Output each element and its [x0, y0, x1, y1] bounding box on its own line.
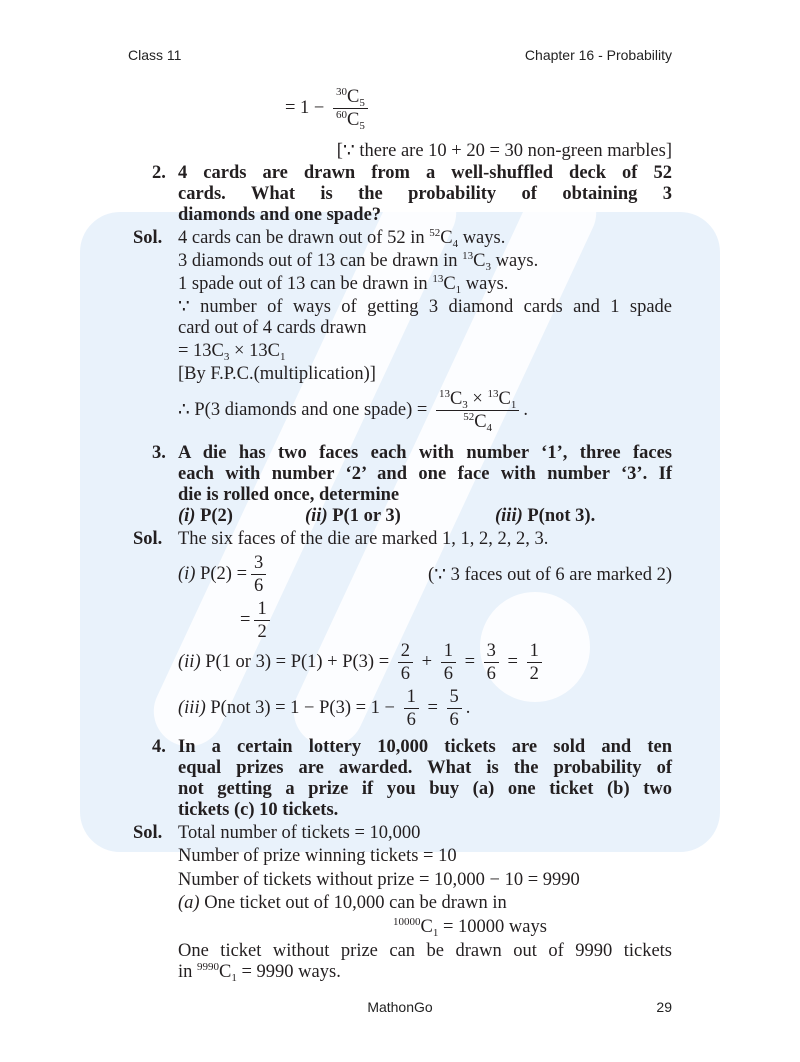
text: 5 — [359, 120, 365, 132]
text: 2 — [257, 622, 267, 642]
text: (ii) — [178, 651, 201, 672]
text: 13 — [438, 388, 450, 400]
text: 3 — [485, 261, 491, 273]
text: 52 — [429, 227, 441, 239]
text — [178, 250, 538, 272]
text: C — [347, 110, 360, 130]
text: 6 — [486, 664, 496, 684]
text: ways. — [490, 251, 539, 271]
text: 6 — [449, 710, 459, 730]
text: diamonds and one spade? — [178, 205, 382, 225]
fraction — [333, 86, 368, 131]
text: 3 diamonds out of 13 can be drawn in — [178, 251, 463, 271]
text: (iii) — [178, 697, 206, 718]
text — [333, 109, 368, 131]
text: each with number ‘2’ and one face with number ‘3’. If — [178, 464, 672, 484]
text: 10000 — [393, 916, 421, 928]
text: A die has two faces each with number ‘1’, three faces — [178, 443, 672, 463]
text: (i) — [178, 506, 196, 526]
text — [178, 227, 505, 249]
text: 52 — [463, 411, 475, 423]
text: equal prizes are awarded. What is the probability of — [178, 758, 672, 778]
text: 1 — [441, 640, 456, 663]
text: [By F.P.C.(multiplication)] — [178, 364, 376, 384]
text: + — [421, 651, 433, 672]
text: 2. — [152, 163, 166, 183]
text: P(1 or 3) = P(1) + P(3) = — [200, 651, 390, 672]
text: (i) — [178, 563, 196, 584]
fraction — [404, 686, 419, 731]
text: not getting a prize if you buy (a) one ticket (b) two — [178, 779, 672, 799]
text: die is rolled once, determine — [178, 485, 400, 505]
fraction — [254, 598, 269, 643]
text — [178, 505, 233, 527]
text: 4 — [486, 422, 493, 434]
text: C — [473, 251, 486, 271]
text: 2 — [398, 640, 413, 663]
text: = 9990 ways. — [236, 962, 341, 982]
text: P(1 or 3) — [327, 506, 401, 526]
text: C — [443, 274, 456, 294]
text: = — [240, 609, 251, 630]
text: 6 — [443, 664, 453, 684]
text: . — [523, 399, 528, 420]
text: cards. What is the probability of obtaining 3 — [178, 184, 672, 204]
text: × 13C — [229, 341, 280, 361]
text: C — [420, 917, 433, 937]
text: 6 — [406, 710, 416, 730]
fraction — [251, 552, 266, 597]
text: 13 — [432, 273, 444, 285]
text: 5 — [359, 97, 365, 109]
text — [178, 686, 470, 731]
text: One ticket out of 10,000 can be drawn in — [199, 893, 507, 913]
text: tickets (c) 10 tickets. — [178, 800, 339, 820]
text: (iii) — [495, 506, 523, 526]
text — [178, 273, 508, 295]
text: 1 — [527, 640, 542, 663]
text — [178, 961, 341, 983]
text: in — [178, 962, 198, 982]
text: ∵ number of ways of getting 3 diamond cards and 1 spade — [178, 297, 672, 317]
text: 1 — [404, 686, 419, 709]
text: 4 cards are drawn from a well-shuffled deck of 52 — [178, 163, 672, 183]
text: 9990 — [197, 961, 220, 973]
text — [495, 505, 595, 527]
fraction — [527, 640, 542, 685]
header-chapter: Chapter 16 - Probability — [524, 47, 672, 63]
text: 6 — [254, 576, 264, 596]
text — [333, 86, 368, 109]
text: C — [498, 389, 511, 409]
text: 3. — [152, 443, 166, 463]
text: = 10000 ways — [438, 917, 547, 937]
text: (∵ 3 faces out of 6 are marked 2) — [428, 565, 672, 585]
text: C — [474, 412, 487, 432]
page-number: 29 — [656, 999, 672, 1015]
text: 2 — [529, 664, 539, 684]
text: Number of tickets without prize = 10,000 − 10 = 9990 — [178, 870, 580, 890]
text: 1 — [254, 598, 269, 621]
text — [178, 640, 546, 685]
text — [178, 552, 270, 597]
text: = 13C — [178, 341, 224, 361]
text: ∴ P(3 diamonds and one spade) = — [178, 399, 428, 420]
text: × — [467, 389, 488, 409]
fraction — [447, 686, 462, 731]
text: 13 — [487, 388, 499, 400]
text: = 1 − — [285, 97, 325, 118]
text: P(2) — [195, 506, 233, 526]
text: = — [427, 697, 438, 718]
text: ways. — [458, 228, 506, 248]
text: = — [507, 651, 518, 672]
text: P(2) = — [195, 563, 248, 584]
text: 1 — [231, 972, 237, 984]
text: 3 — [223, 351, 230, 363]
text: ways. — [461, 274, 509, 294]
text: Number of prize winning tickets = 10 — [178, 846, 457, 866]
text: 60 — [336, 109, 347, 121]
text: 4 cards can be drawn out of 52 in — [178, 228, 430, 248]
text: Sol. — [133, 228, 163, 248]
text: C — [440, 228, 453, 248]
text: 1 — [432, 927, 439, 939]
equation-top — [285, 86, 372, 131]
text: 1 spade out of 13 can be drawn in — [178, 274, 433, 294]
text — [305, 505, 401, 527]
text: In a certain lottery 10,000 tickets are sold and ten — [178, 737, 672, 757]
text: 13 — [462, 250, 474, 262]
text: C — [449, 389, 463, 409]
text: 1 — [279, 351, 286, 363]
text: card out of 4 cards drawn — [178, 318, 367, 338]
text: P(not 3). — [522, 506, 596, 526]
text: 4 — [452, 238, 459, 250]
fraction — [436, 388, 519, 433]
text: P(not 3) = 1 − P(3) = 1 − — [205, 697, 395, 718]
text: 6 — [400, 664, 411, 684]
text: 5 — [447, 686, 462, 709]
fraction — [441, 640, 456, 685]
text: The six faces of the die are marked 1, 1, 2, 2, 2, 3. — [178, 529, 549, 549]
text — [178, 388, 528, 433]
text — [393, 916, 547, 938]
text: One ticket without prize can be drawn out of 9990 tickets — [178, 941, 672, 961]
text: 30 — [336, 86, 347, 98]
text: 3 — [484, 640, 499, 663]
text: Sol. — [133, 823, 163, 843]
header-class: Class 11 — [128, 47, 182, 63]
fraction — [484, 640, 499, 685]
text — [178, 892, 507, 914]
text: 4. — [152, 737, 166, 757]
text: (ii) — [305, 506, 328, 526]
fraction — [398, 640, 413, 685]
text: Sol. — [133, 529, 163, 549]
text: Total number of tickets = 10,000 — [178, 823, 421, 843]
text: 1 — [510, 399, 517, 411]
text — [460, 411, 495, 433]
text: . — [465, 697, 471, 718]
text: 3 — [251, 552, 266, 575]
text: 3 — [462, 399, 468, 411]
footer-brand: MathonGo — [367, 999, 433, 1015]
text: 1 — [455, 284, 462, 296]
text — [240, 598, 274, 643]
text — [436, 388, 519, 411]
text: (a) — [178, 893, 200, 913]
text: C — [347, 87, 360, 107]
text: = — [464, 651, 476, 672]
note-marbles: [∵ there are 10 + 20 = 30 non-green marbles] — [336, 141, 672, 161]
text — [178, 340, 285, 362]
text: C — [219, 962, 232, 982]
